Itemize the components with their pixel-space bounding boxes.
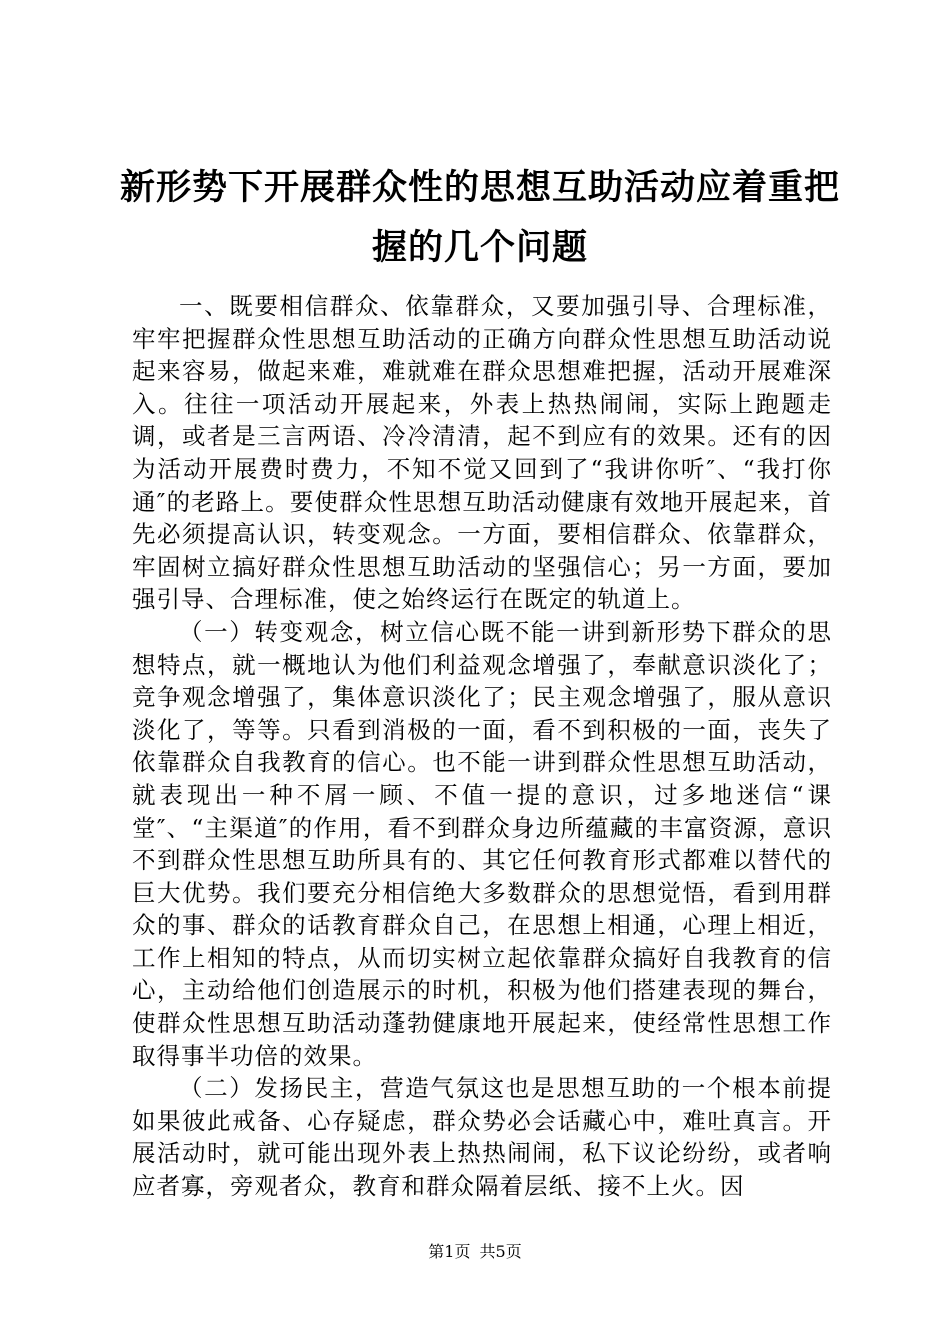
page-number: 第1页 xyxy=(428,1242,471,1261)
paragraph-subsection-two: （二）发扬民主，营造气氛这也是思想互助的一个根本前提如果彼此戒备、心存疑虑，群众势必会话藏心中，难吐真言。开展活动时，就可能出现外表上热热闹闹，私下议论纷纷，或者响应者寡，旁观者众，教育和群众隔着层纸、接不上火。因 xyxy=(132,1074,832,1201)
document-title: 新形势下开展群众性的思想互助活动应着重把握的几个问题 xyxy=(120,167,841,268)
page-total: 共5页 xyxy=(479,1242,522,1261)
paragraph-subsection-one: （一）转变观念，树立信心既不能一讲到新形势下群众的思想特点，就一概地认为他们利益观念增强了，奉献意识淡化了；竞争观念增强了，集体意识淡化了；民主观念增强了，服从意识淡化了，等等。只看到消极的一面，看不到积极的一面，丧失了依靠群众自我教育的信心。也不能一讲到群众性思想互助活动，就表现出一种不屑一顾、不值一提的意识，过多地迷信“课堂″、“主渠道″的作用，看不到群众身边所蕴藏的丰富资源，意识不到群众性思想互助所具有的、其它任何教育形式都难以替代的巨大优势。我们要充分相信绝大多数群众的思想觉悟，看到用群众的事、群众的话教育群众自己，在思想上相通，心理上相近，工作上相知的特点，从而切实树立起依靠群众搞好自我教育的信心，主动给他们创造展示的时机，积极为他们搭建表现的舞台，使群众性思想互助活动蓬勃健康地开展起来，使经常性思想工作取得事半功倍的效果。 xyxy=(132,617,832,1070)
paragraph-section-one: 一、既要相信群众、依靠群众，又要加强引导、合理标准，牢牢把握群众性思想互助活动的正确方向群众性思想互助活动说起来容易，做起来难，难就难在群众思想难把握，活动开展难深入。往往一项活动开展起来，外表上热热闹闹，实际上跑题走调，或者是三言两语、冷冷清清，起不到应有的效果。还有的因为活动开展费时费力，不知不觉又回到了“我讲你听″、“我打你通″的老路上。要使群众性思想互助活动健康有效地开展起来，首先必须提高认识，转变观念。一方面，要相信群众、依靠群众，牢固树立搞好群众性思想互助活动的坚强信心；另一方面，要加强引导、合理标准，使之始终运行在既定的轨道上。 xyxy=(132,292,832,614)
page-footer xyxy=(0,1240,950,1264)
document-body xyxy=(132,290,832,1203)
